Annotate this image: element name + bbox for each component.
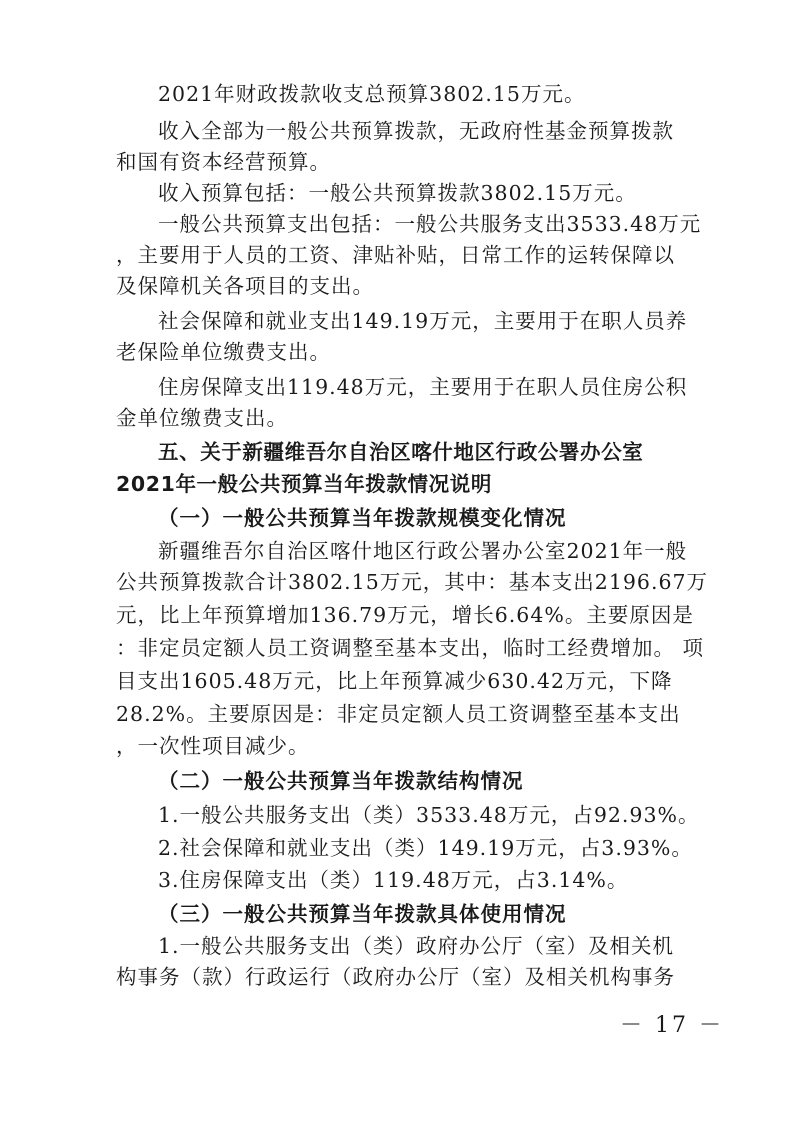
paragraph-line: 构事务（款）行政运行（政府办公厅（室）及相关机构事务 xyxy=(116,965,675,989)
paragraph-line: 住房保障支出119.48万元，主要用于在职人员住房公积 xyxy=(158,375,688,399)
list-item: 1.一般公共服务支出（类）3533.48万元，占92.93%。 xyxy=(158,803,700,827)
paragraph-line: 收入预算包括：一般公共预算拨款3802.15万元。 xyxy=(158,181,637,205)
paragraph-line: 2021年财政拨款收支总预算3802.15万元。 xyxy=(158,82,586,106)
paragraph-line: 社会保障和就业支出149.19万元，主要用于在职人员养 xyxy=(158,309,688,333)
paragraph-line: 新疆维吾尔自治区喀什地区行政公署办公室2021年一般 xyxy=(158,539,688,563)
paragraph-line: 收入全部为一般公共预算拨款，无政府性基金预算拨款 xyxy=(158,119,674,143)
paragraph-line: ：非定员定额人员工资调整至基本支出，临时工经费增加。 项 xyxy=(116,636,705,660)
page-number: － 17 － xyxy=(620,1013,724,1038)
list-item: 3.住房保障支出（类）119.48万元，占3.14%。 xyxy=(158,868,629,892)
paragraph-line: ，主要用于人员的工资、津贴补贴，日常工作的运转保障以 xyxy=(116,243,675,267)
paragraph-line: 老保险单位缴费支出。 xyxy=(116,340,331,364)
paragraph-line: 目支出1605.48万元，比上年预算减少630.42万元，下降 xyxy=(116,669,673,693)
subsection-heading: （一）一般公共预算当年拨款规模变化情况 xyxy=(158,506,567,530)
paragraph-line: 及保障机关各项目的支出。 xyxy=(116,274,374,298)
section-heading: 2021年一般公共预算当年拨款情况说明 xyxy=(116,472,492,496)
section-heading: 五、关于新疆维吾尔自治区喀什地区行政公署办公室 xyxy=(158,440,644,464)
paragraph-line: 28.2%。主要原因是：非定员定额人员工资调整至基本支出 xyxy=(116,702,681,726)
paragraph-line: ，一次性项目减少。 xyxy=(116,734,310,758)
paragraph-line: 公共预算拨款合计3802.15万元，其中：基本支出2196.67万 xyxy=(116,570,709,594)
paragraph-line: 金单位缴费支出。 xyxy=(116,406,288,430)
paragraph-line: 元，比上年预算增加136.79万元，增长6.64%。主要原因是 xyxy=(116,603,694,627)
list-item: 2.社会保障和就业支出（类）149.19万元，占3.93%。 xyxy=(158,836,693,860)
paragraph-line: 1.一般公共服务支出（类）政府办公厅（室）及相关机 xyxy=(158,934,675,958)
paragraph-line: 和国有资本经营预算。 xyxy=(116,150,331,174)
subsection-heading: （三）一般公共预算当年拨款具体使用情况 xyxy=(158,902,567,926)
subsection-heading: （二）一般公共预算当年拨款结构情况 xyxy=(158,769,524,793)
paragraph-line: 一般公共预算支出包括：一般公共服务支出3533.48万元 xyxy=(158,212,702,236)
